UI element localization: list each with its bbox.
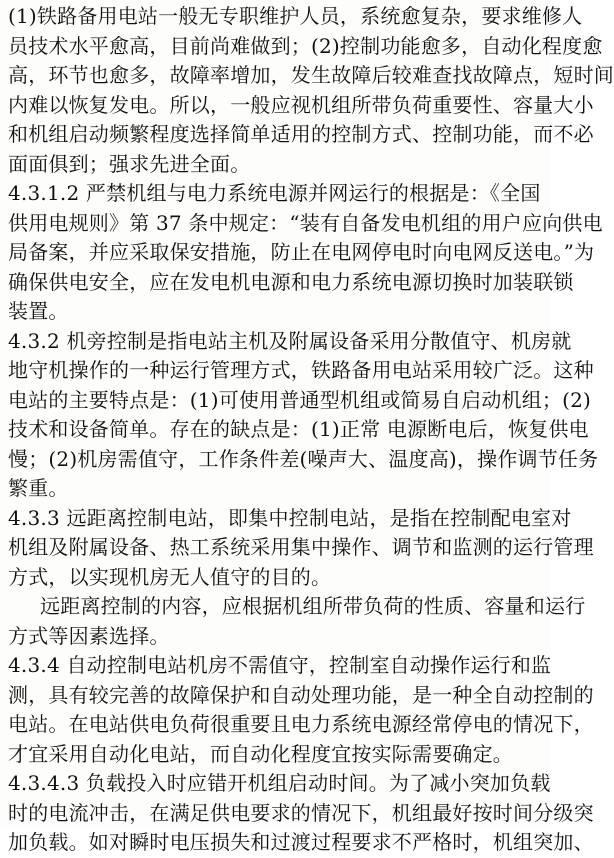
text-line: 远距离控制的内容，应根据机组所带负荷的性质、容量和运行: [40, 594, 586, 618]
text-line: 机组及附属设备、热工系统采用集中操作、调节和监测的运行管理: [8, 535, 594, 559]
text-line: 电站。在电站供电负荷很重要且电力系统电源经常停电的情况下，: [8, 712, 594, 736]
text-line: (1)铁路备用电站一般无专职维护人员，系统愈复杂，要求维修人: [8, 4, 583, 28]
text-line: 地守机操作的一种运行管理方式，铁路备用电站采用较广泛。这种: [8, 358, 594, 382]
text-line: 方式，以实现机房无人值守的目的。: [8, 564, 332, 589]
section-heading-line: 4.3.2 机旁控制是指电站主机及附属设备采用分散值守、机房就: [8, 328, 572, 353]
text-line: 加负载。如对瞬时电压损失和过渡过程要求不严格时，机组突加、: [8, 830, 594, 854]
text-line: 高，环节也愈多，故障率增加，发生故障后较难查找故障点，短时间: [8, 63, 614, 87]
text-line: 繁重。: [8, 476, 69, 500]
text-line: 测，具有较完善的故障保护和自动处理功能，是一种全自动控制的: [8, 682, 594, 707]
text-line: 局备案，并应采取保安措施，防止在电网停电时向电网反送电。”为: [8, 240, 595, 264]
text-line: 技术和设备简单。存在的缺点是：(1)正常 电源断电后，恢复供电: [8, 417, 589, 441]
text-line: 确保供电安全，应在发电机电源和电力系统电源切换时加装联锁: [8, 269, 574, 294]
text-line: 时的电流冲击，在满足供电要求的情况下，机组最好按时间分级突: [8, 800, 594, 825]
text-line: 装置。: [8, 299, 69, 323]
text-line: 内难以恢复发电。所以，一般应视机组所带负荷重要性、容量大小: [8, 92, 594, 117]
text-line: 面面俱到；强求先进全面。: [8, 151, 251, 176]
text-line: 员技术水平愈高，目前尚难做到；(2)控制功能愈多，自动化程度愈: [8, 33, 603, 58]
text-line: 和机组启动频繁程度选择简单适用的控制方式、控制功能，而不必: [8, 122, 594, 146]
text-line: 方式等因素选择。: [8, 623, 170, 648]
text-line: 才宜采用自动化电站，而自动化程度宜按实际需要确定。: [8, 741, 513, 766]
section-heading-line: 4.3.4 自动控制电站机房不需值守，控制室自动操作运行和监: [8, 653, 552, 677]
section-heading-line: 4.3.4.3 负载投入时应错开机组启动时间。为了减小突加负载: [8, 771, 551, 795]
document-text: [8, 2, 614, 858]
section-heading-line: 4.3.3 远距离控制电站，即集中控制电站，是指在控制配电室对: [8, 505, 572, 530]
section-heading-line: 4.3.1.2 严禁机组与电力系统电源并网运行的根据是：《全国: [8, 181, 541, 205]
text-line: 供用电规则》第 37 条中规定：“装有自备发电机组的用户应向供电: [8, 210, 603, 235]
text-line: 电站的主要特点是：(1)可使用普通型机组或简易自启动机组；(2): [8, 387, 592, 412]
text-line: 慢；(2)机房需值守，工作条件差(噪声大、温度高)，操作调节任务: [8, 446, 599, 471]
